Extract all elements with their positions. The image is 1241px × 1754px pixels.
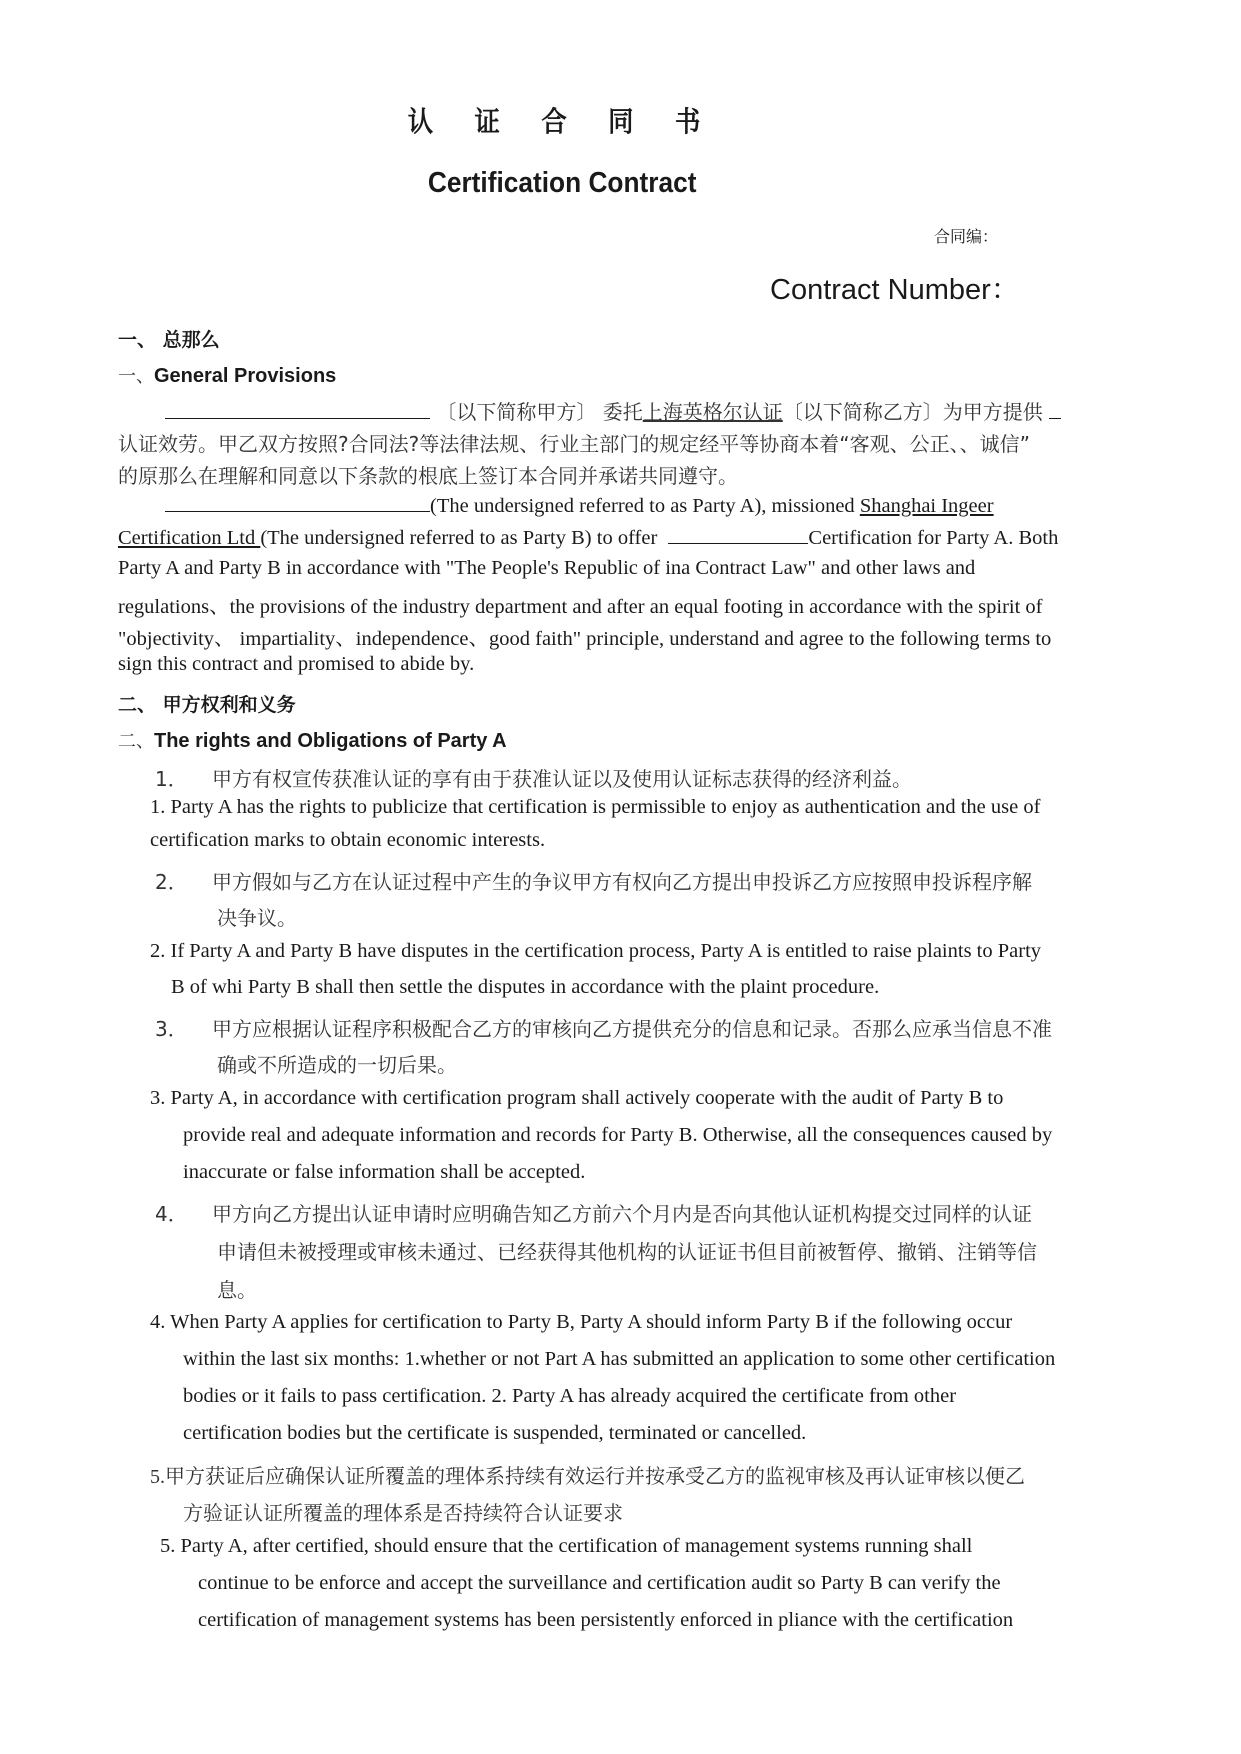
- item3-en-line2: provide real and adequate information and records for Party B. Otherwise, all the consequences caused by: [183, 1124, 1053, 1146]
- item5-en-line2: continue to be enforce and accept the surveillance and certification audit so Party B can verify the: [198, 1572, 1001, 1594]
- contract-number-label-zh: 合同编：: [934, 227, 999, 246]
- item4-zh-line3: 息。: [217, 1278, 257, 1302]
- party-b-name-zh: 上海英格尔认证: [642, 400, 783, 424]
- item1-en-line1: 1. Party A has the rights to publicize that certification is permissible to enjoy as authentication and the use of: [150, 796, 1041, 818]
- item2-zh-num: 2．: [155, 870, 188, 894]
- party-b-name-en-part1: Shanghai Ingeer: [859, 495, 994, 517]
- section1-heading-en: [118, 362, 336, 388]
- item3-zh-num: 3．: [155, 1017, 188, 1041]
- item4-en-line1: 4. When Party A applies for certification to Party B, Party A should inform Party B if the following occur: [150, 1311, 1013, 1333]
- service-blank-zh[interactable]: [1049, 400, 1061, 419]
- item3-zh-line1: 甲方应根据认证程序积极配合乙方的审核向乙方提供充分的信息和记录。否那么应承当信息不准: [212, 1017, 1052, 1041]
- section1-en-line4: regulations、the provisions of the industry department and after an equal footing in accordance with the spirit of: [118, 596, 1043, 618]
- party-b-name-en-part2: Certification Ltd: [118, 527, 261, 549]
- section2-heading-zh: 二、 甲方权利和义务: [118, 694, 296, 716]
- section2-heading-en: [118, 727, 507, 753]
- section1-heading-en-text: General Provisions: [154, 365, 337, 387]
- item2-en-line1: 2. If Party A and Party B have disputes in the certification process, Party A is entitled to raise plaints to Party: [150, 940, 1042, 962]
- certification-type-blank[interactable]: [668, 525, 808, 544]
- item2-en-line2: B of whi Party B shall then settle the disputes in accordance with the plaint procedure.: [171, 976, 880, 998]
- item4-en-line2: within the last six months: 1.whether or not Part A has submitted an application to some other certification: [183, 1348, 1056, 1370]
- item5-zh-line2: 方验证认证所覆盖的理体系是否持续符合认证要求: [183, 1501, 623, 1525]
- party-a-blank-en[interactable]: [165, 493, 430, 512]
- contract-number-label-en: Contract Number：: [770, 274, 1020, 306]
- section1-zh-line2: 认证效劳。甲乙双方按照?合同法?等法律法规、行业主部门的规定经平等协商本着“客观、公正、、诚信”: [118, 432, 1030, 456]
- contract-title-zh: 认 证 合 同 书: [407, 105, 717, 138]
- section1-zh-line1: [165, 396, 1061, 425]
- item1-en-line2: certification marks to obtain economic interests.: [150, 829, 546, 851]
- section1-en-line2-c: Certification for Party A. Both: [808, 527, 1059, 549]
- section1-en-line5: "objectivity、 impartiality、independence、good faith" principle, understand and agree to the following terms to: [118, 628, 1052, 650]
- section2-heading-en-text: The rights and Obligations of Party A: [154, 730, 507, 752]
- item2-zh-line1: 甲方假如与乙方在认证过程中产生的争议甲方有权向乙方提出申投诉乙方应按照申投诉程序解: [212, 870, 1032, 894]
- section1-en-line3: Party A and Party B in accordance with "The People's Republic of ina Contract Law" and other laws and: [118, 557, 976, 579]
- item4-zh-line2: 申请但未被授理或审核未通过、已经获得其他机构的认证证书但目前被暂停、撤销、注销等信: [217, 1240, 1037, 1264]
- section1-en-line1-a: (The undersigned referred to as Party A), missioned: [430, 495, 860, 517]
- section1-zh-line1-a: 〔以下简称甲方〕 委托: [436, 400, 643, 424]
- section1-en-line2-b: (The undersigned referred to as Party B) to offer: [260, 527, 658, 549]
- item5-en-line3: certification of management systems has been persistently enforced in pliance with the certification: [198, 1609, 1014, 1631]
- item4-en-line3: bodies or it fails to pass certification. 2. Party A has already acquired the certificate from other: [183, 1385, 957, 1407]
- section1-heading-zh: 一、 总那么: [118, 329, 220, 351]
- item5-zh-line1: [150, 1460, 1025, 1489]
- item5-zh-line1-text: 甲方获证后应确保认证所覆盖的理体系持续有效运行并按承受乙方的监视审核及再认证审核以便乙: [165, 1464, 1025, 1488]
- item4-zh-line1: 甲方向乙方提出认证申请时应明确告知乙方前六个月内是否向其他认证机构提交过同样的认证: [212, 1202, 1032, 1226]
- section2-heading-en-prefix: 二、: [118, 731, 154, 752]
- contract-title-en: Certification Contract: [427, 167, 697, 199]
- item1-zh-num: 1．: [155, 767, 188, 791]
- item5-en-line1: 5. Party A, after certified, should ensure that the certification of management systems running shall: [160, 1535, 973, 1557]
- item2-zh-line2: 决争议。: [217, 906, 297, 930]
- item3-en-line3: inaccurate or false information shall be accepted.: [183, 1161, 586, 1183]
- item1-zh-line1: 甲方有权宣传获准认证的享有由于获准认证以及使用认证标志获得的经济利益。: [212, 767, 912, 791]
- section1-heading-en-prefix: 一、: [118, 366, 154, 387]
- section1-en-line6: sign this contract and promised to abide by.: [118, 653, 475, 675]
- section1-zh-line1-c: 〔以下简称乙方〕为甲方提供: [782, 400, 1043, 424]
- item5-zh-num: 5.: [150, 1466, 165, 1488]
- item3-zh-line2: 确或不所造成的一切后果。: [217, 1053, 457, 1077]
- item3-en-line1: 3. Party A, in accordance with certification program shall actively cooperate with the audit of Party B to: [150, 1087, 1004, 1109]
- item4-zh-num: 4．: [155, 1202, 188, 1226]
- party-a-blank-zh[interactable]: [165, 400, 430, 419]
- section1-en-line2: [118, 525, 1058, 550]
- section1-zh-line3: 的原那么在理解和同意以下条款的根底上签订本合同并承诺共同遵守。: [118, 464, 738, 488]
- section1-en-line1: [165, 493, 994, 518]
- item4-en-line4: certification bodies but the certificate is suspended, terminated or cancelled.: [183, 1422, 807, 1444]
